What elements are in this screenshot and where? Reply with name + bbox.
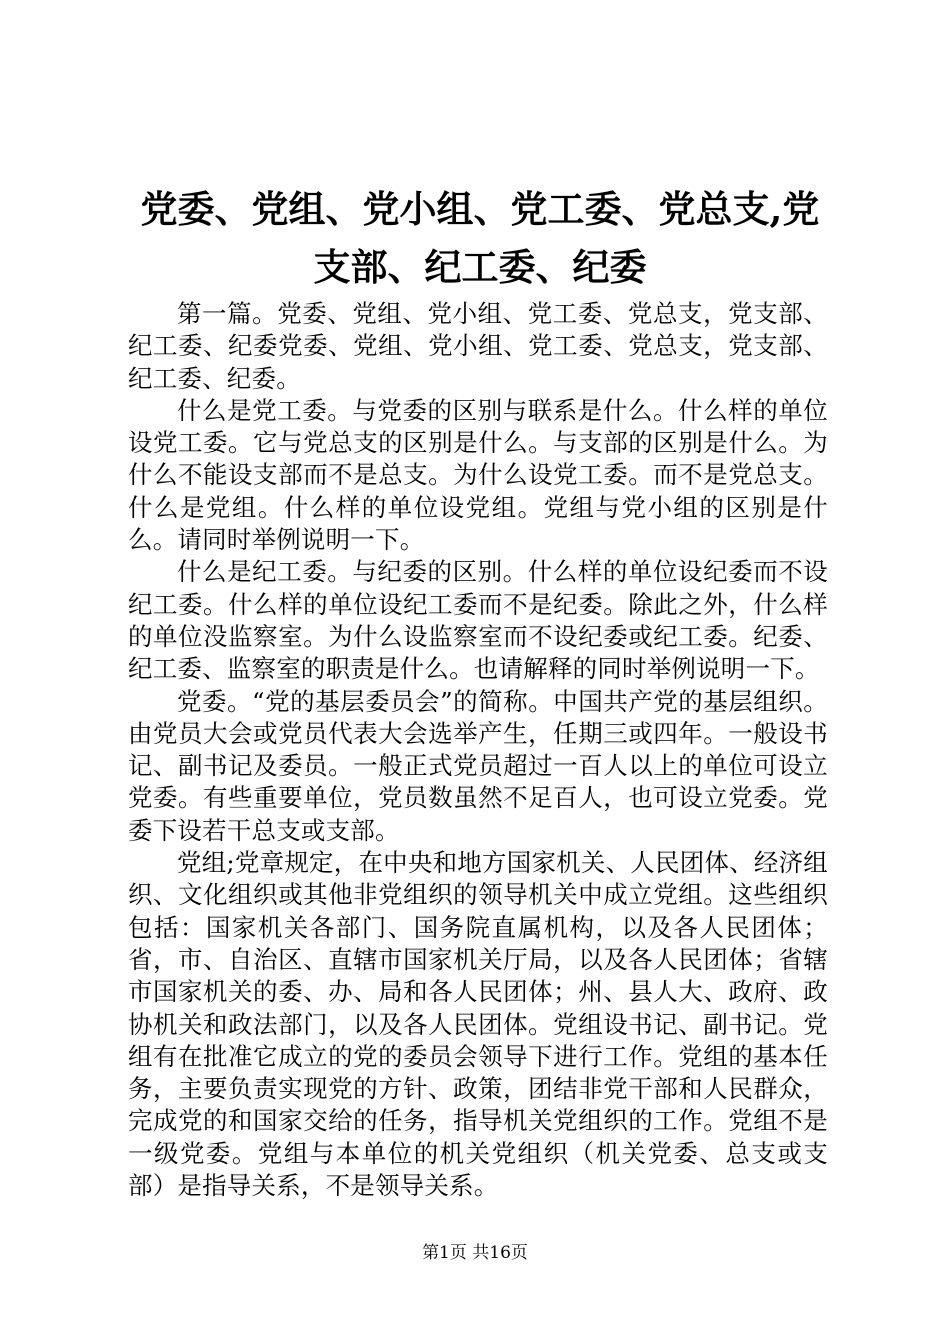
paragraph-dangwei-definition: 党委。“党的基层委员会”的简称。中国共产党的基层组织。由党员大会或党员代表大会选举产生，任期三或四年。一般设书记、副书记及委员。一般正式党员超过一百人以上的单位可设立党委。有些重要单位，党员数虽然不足百人，也可设立党委。党委下设若干总支或支部。 xyxy=(128,686,828,845)
paragraph-intro: 第一篇。党委、党组、党小组、党工委、党总支，党支部、纪工委、纪委党委、党组、党小组、党工委、党总支，党支部、纪工委、纪委。 xyxy=(128,299,828,393)
paragraph-dangzu-definition: 党组;党章规定，在中央和地方国家机关、人民团体、经济组织、文化组织或其他非党组织的领导机关中成立党组。这些组织包括：国家机关各部门、国务院直属机构，以及各人民团体；省，市、自治区、直辖市国家机关厅局，以及各人民团体；省辖市国家机关的委、办、局和各人民团体；州、县人大、政府、政协机关和政法部门，以及各人民团体。党组设书记、副书记。党组有在批准它成立的党的委员会领导下进行工作。党组的基本任务，主要负责实现党的方针、政策，团结非党干部和人民群众，完成党的和国家交给的任务，指导机关党组织的工作。党组不是一级党委。党组与本单位的机关党组织（机关党委、总支或支部）是指导关系，不是领导关系。 xyxy=(128,848,828,1201)
document-body xyxy=(128,298,828,1202)
page-footer: 第1页 共16页 xyxy=(422,1243,528,1263)
paragraph-ji-gongwei-question: 什么是纪工委。与纪委的区别。什么样的单位设纪委而不设纪工委。什么样的单位设纪工委而不是纪委。除此之外，什么样的单位没监察室。为什么设监察室而不设纪委或纪工委。纪委、纪工委、监察室的职责是什么。也请解释的同时举例说明一下。 xyxy=(128,557,828,684)
document-title: 党委、党组、党小组、党工委、党总支,党支部、纪工委、纪委 xyxy=(140,187,820,289)
paragraph-dang-gongwei-question: 什么是党工委。与党委的区别与联系是什么。什么样的单位设党工委。它与党总支的区别是什么。与支部的区别是什么。为什么不能设支部而不是总支。为什么设党工委。而不是党总支。什么是党组。什么样的单位设党组。党组与党小组的区别是什么。请同时举例说明一下。 xyxy=(128,395,828,555)
